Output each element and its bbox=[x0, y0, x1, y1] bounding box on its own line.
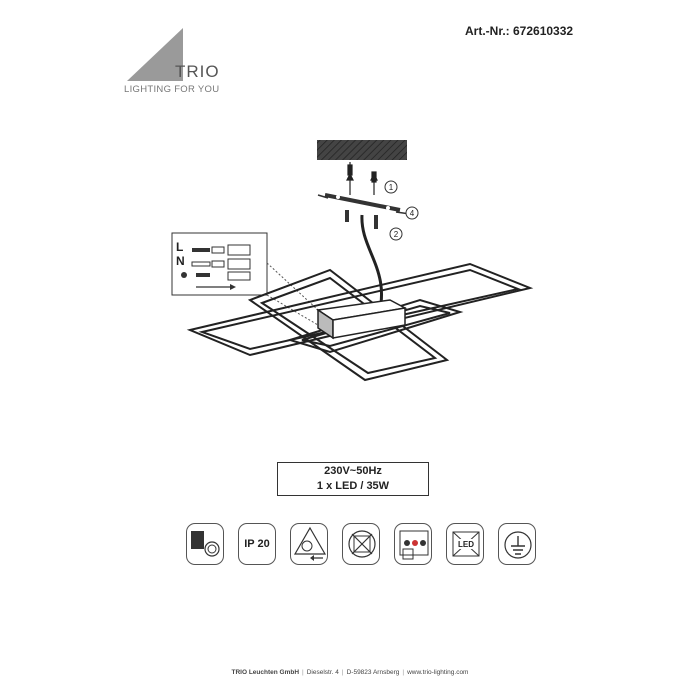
wiring-detail bbox=[172, 233, 267, 295]
brand-name: TRIO bbox=[175, 62, 220, 81]
protection-class-icon bbox=[186, 523, 224, 565]
step-label-1: 1 bbox=[388, 183, 394, 192]
bulb-replace-icon bbox=[290, 523, 328, 565]
footer-web: www.trio-lighting.com bbox=[407, 669, 469, 676]
switch-dimmer-icon bbox=[394, 523, 432, 565]
line-label: L bbox=[176, 240, 184, 254]
footer: TRIO Leuchten GmbH | Dieselstr. 4 | D-59823 Arnsberg | www.trio-lighting.com bbox=[231, 669, 469, 676]
led-label: LED bbox=[458, 540, 474, 549]
no-dimmer-icon bbox=[342, 523, 380, 565]
led-not-replaceable-icon bbox=[446, 523, 484, 565]
step-label-4: 4 bbox=[409, 209, 415, 218]
article-number: Art.-Nr.: 672610332 bbox=[465, 24, 574, 38]
spec-box bbox=[277, 462, 429, 496]
earth-ground-icon bbox=[498, 523, 536, 565]
footer-street: Dieselstr. 4 bbox=[306, 669, 339, 676]
brand-tagline: LIGHTING FOR YOU bbox=[124, 84, 220, 95]
lamp-spec: 1 x LED / 35W bbox=[316, 480, 390, 492]
ip-rating-icon bbox=[238, 523, 276, 565]
voltage-spec: 230V~50Hz bbox=[324, 465, 382, 477]
ceiling-mount bbox=[317, 140, 407, 160]
step-label-2: 2 bbox=[393, 230, 399, 239]
mounting-bracket bbox=[318, 195, 410, 229]
footer-company: TRIO Leuchten GmbH bbox=[231, 669, 300, 676]
footer-city: D-59823 Arnsberg bbox=[346, 669, 400, 676]
neutral-label: N bbox=[176, 254, 185, 268]
ip-rating-text: IP 20 bbox=[244, 538, 270, 550]
